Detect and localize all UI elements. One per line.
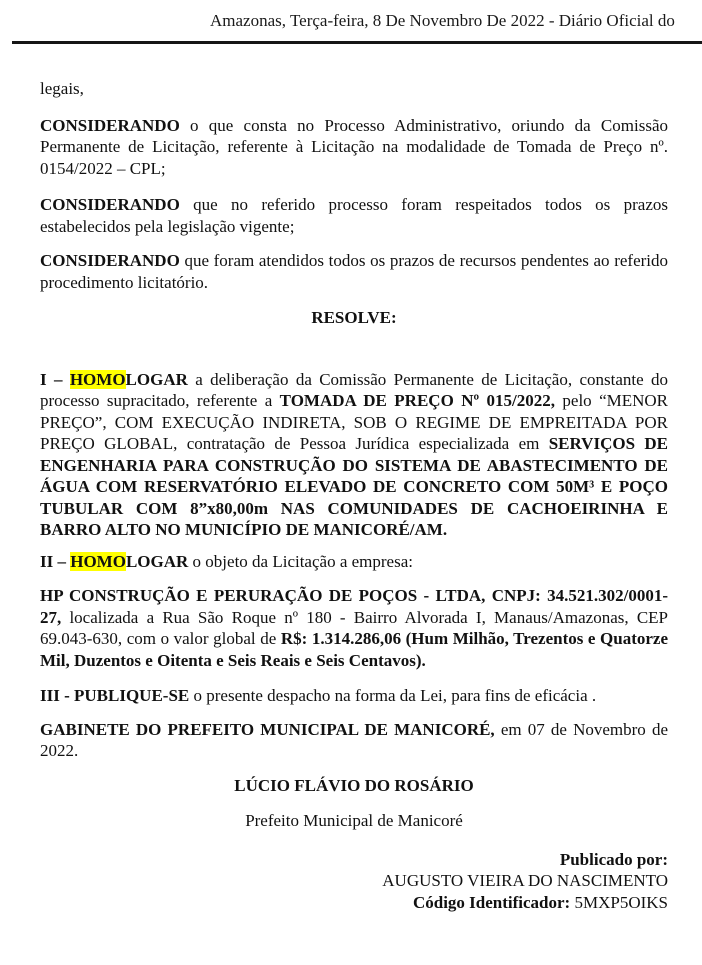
paragraph-gabinete: GABINETE DO PREFEITO MUNICIPAL DE MANICORÉ, em 07 de Novembro de 2022.	[40, 719, 668, 760]
header-rule	[12, 41, 702, 44]
publisher-name: AUGUSTO VIEIRA DO NASCIMENTO	[382, 871, 668, 890]
masthead-dateline: Amazonas, Terça-feira, 8 De Novembro De 2022 - Diário Oficial do	[210, 11, 675, 30]
identifier-code-label: Código Identificador:	[412, 892, 571, 912]
document-body	[40, 78, 668, 913]
identifier-code-line	[40, 892, 668, 914]
signature-name: LÚCIO FLÁVIO DO ROSÁRIO	[234, 775, 474, 795]
publisher-block	[40, 849, 668, 914]
paragraph-item-iii: III - PUBLIQUE-SE o presente despacho na forma da Lei, para fins de eficácia .	[40, 686, 597, 705]
paragraph-considerando-1: CONSIDERANDO o que consta no Processo Administrativo, oriundo da Comissão Permanente de Licitação, referente à Licitação na modalidade de Tomada de Preço nº. 0154/2022 – CPL;	[40, 115, 668, 178]
identifier-code-value: 5MXP5OIKS	[574, 892, 668, 912]
signature-title: Prefeito Municipal de Manicoré	[245, 811, 463, 830]
paragraph-item-ii: II – HOMOLOGAR o objeto da Licitação a empresa:	[40, 551, 413, 571]
heading-resolve: RESOLVE:	[311, 308, 397, 327]
paragraph-item-i: I – HOMOLOGAR a deliberação da Comissão Permanente de Licitação, constante do processo supracitado, referente a TOMADA DE PREÇO Nº 015/2022, pelo “MENOR PREÇO”, COM EXECUÇÃO INDIRETA, SOB O REGIME DE EMPREITADA POR PREÇO GLOBAL, contratação de Pessoa Jurídica especializada em SERVIÇOS DE ENGENHARIA PARA CONSTRUÇÃO DO SISTEMA DE ABASTECIMENTO DE ÁGUA COM RESERVATÓRIO ELEVADO DE CONCRETO COM 50M³ E POÇO TUBULAR COM 8”x80,00m NAS COMUNIDADES DE CACHOEIRINHA E BARRO ALTO NO MUNICÍPIO DE MANICORÉ/AM.	[40, 369, 669, 539]
line-legais: legais,	[40, 79, 84, 98]
published-by-label: Publicado por:	[559, 849, 668, 869]
paragraph-considerando-3: CONSIDERANDO que foram atendidos todos os prazos de recursos pendentes ao referido procedimento licitatório.	[40, 251, 668, 292]
paragraph-company-award: HP CONSTRUÇÃO E PERURAÇÃO DE POÇOS - LTDA, CNPJ: 34.521.302/0001-27, localizada a Rua São Roque nº 180 - Bairro Alvorada I, Manaus/Amazonas, CEP 69.043-630, com o valor global de R$: 1.314.286,06 (Hum Milhão, Trezentos e Quatorze Mil, Duzentos e Oitenta e Seis Reais e Seis Centavos).	[40, 586, 668, 670]
paragraph-considerando-2: CONSIDERANDO que no referido processo foram respeitados todos os prazos estabelecidos pela legislação vigente;	[40, 195, 668, 236]
